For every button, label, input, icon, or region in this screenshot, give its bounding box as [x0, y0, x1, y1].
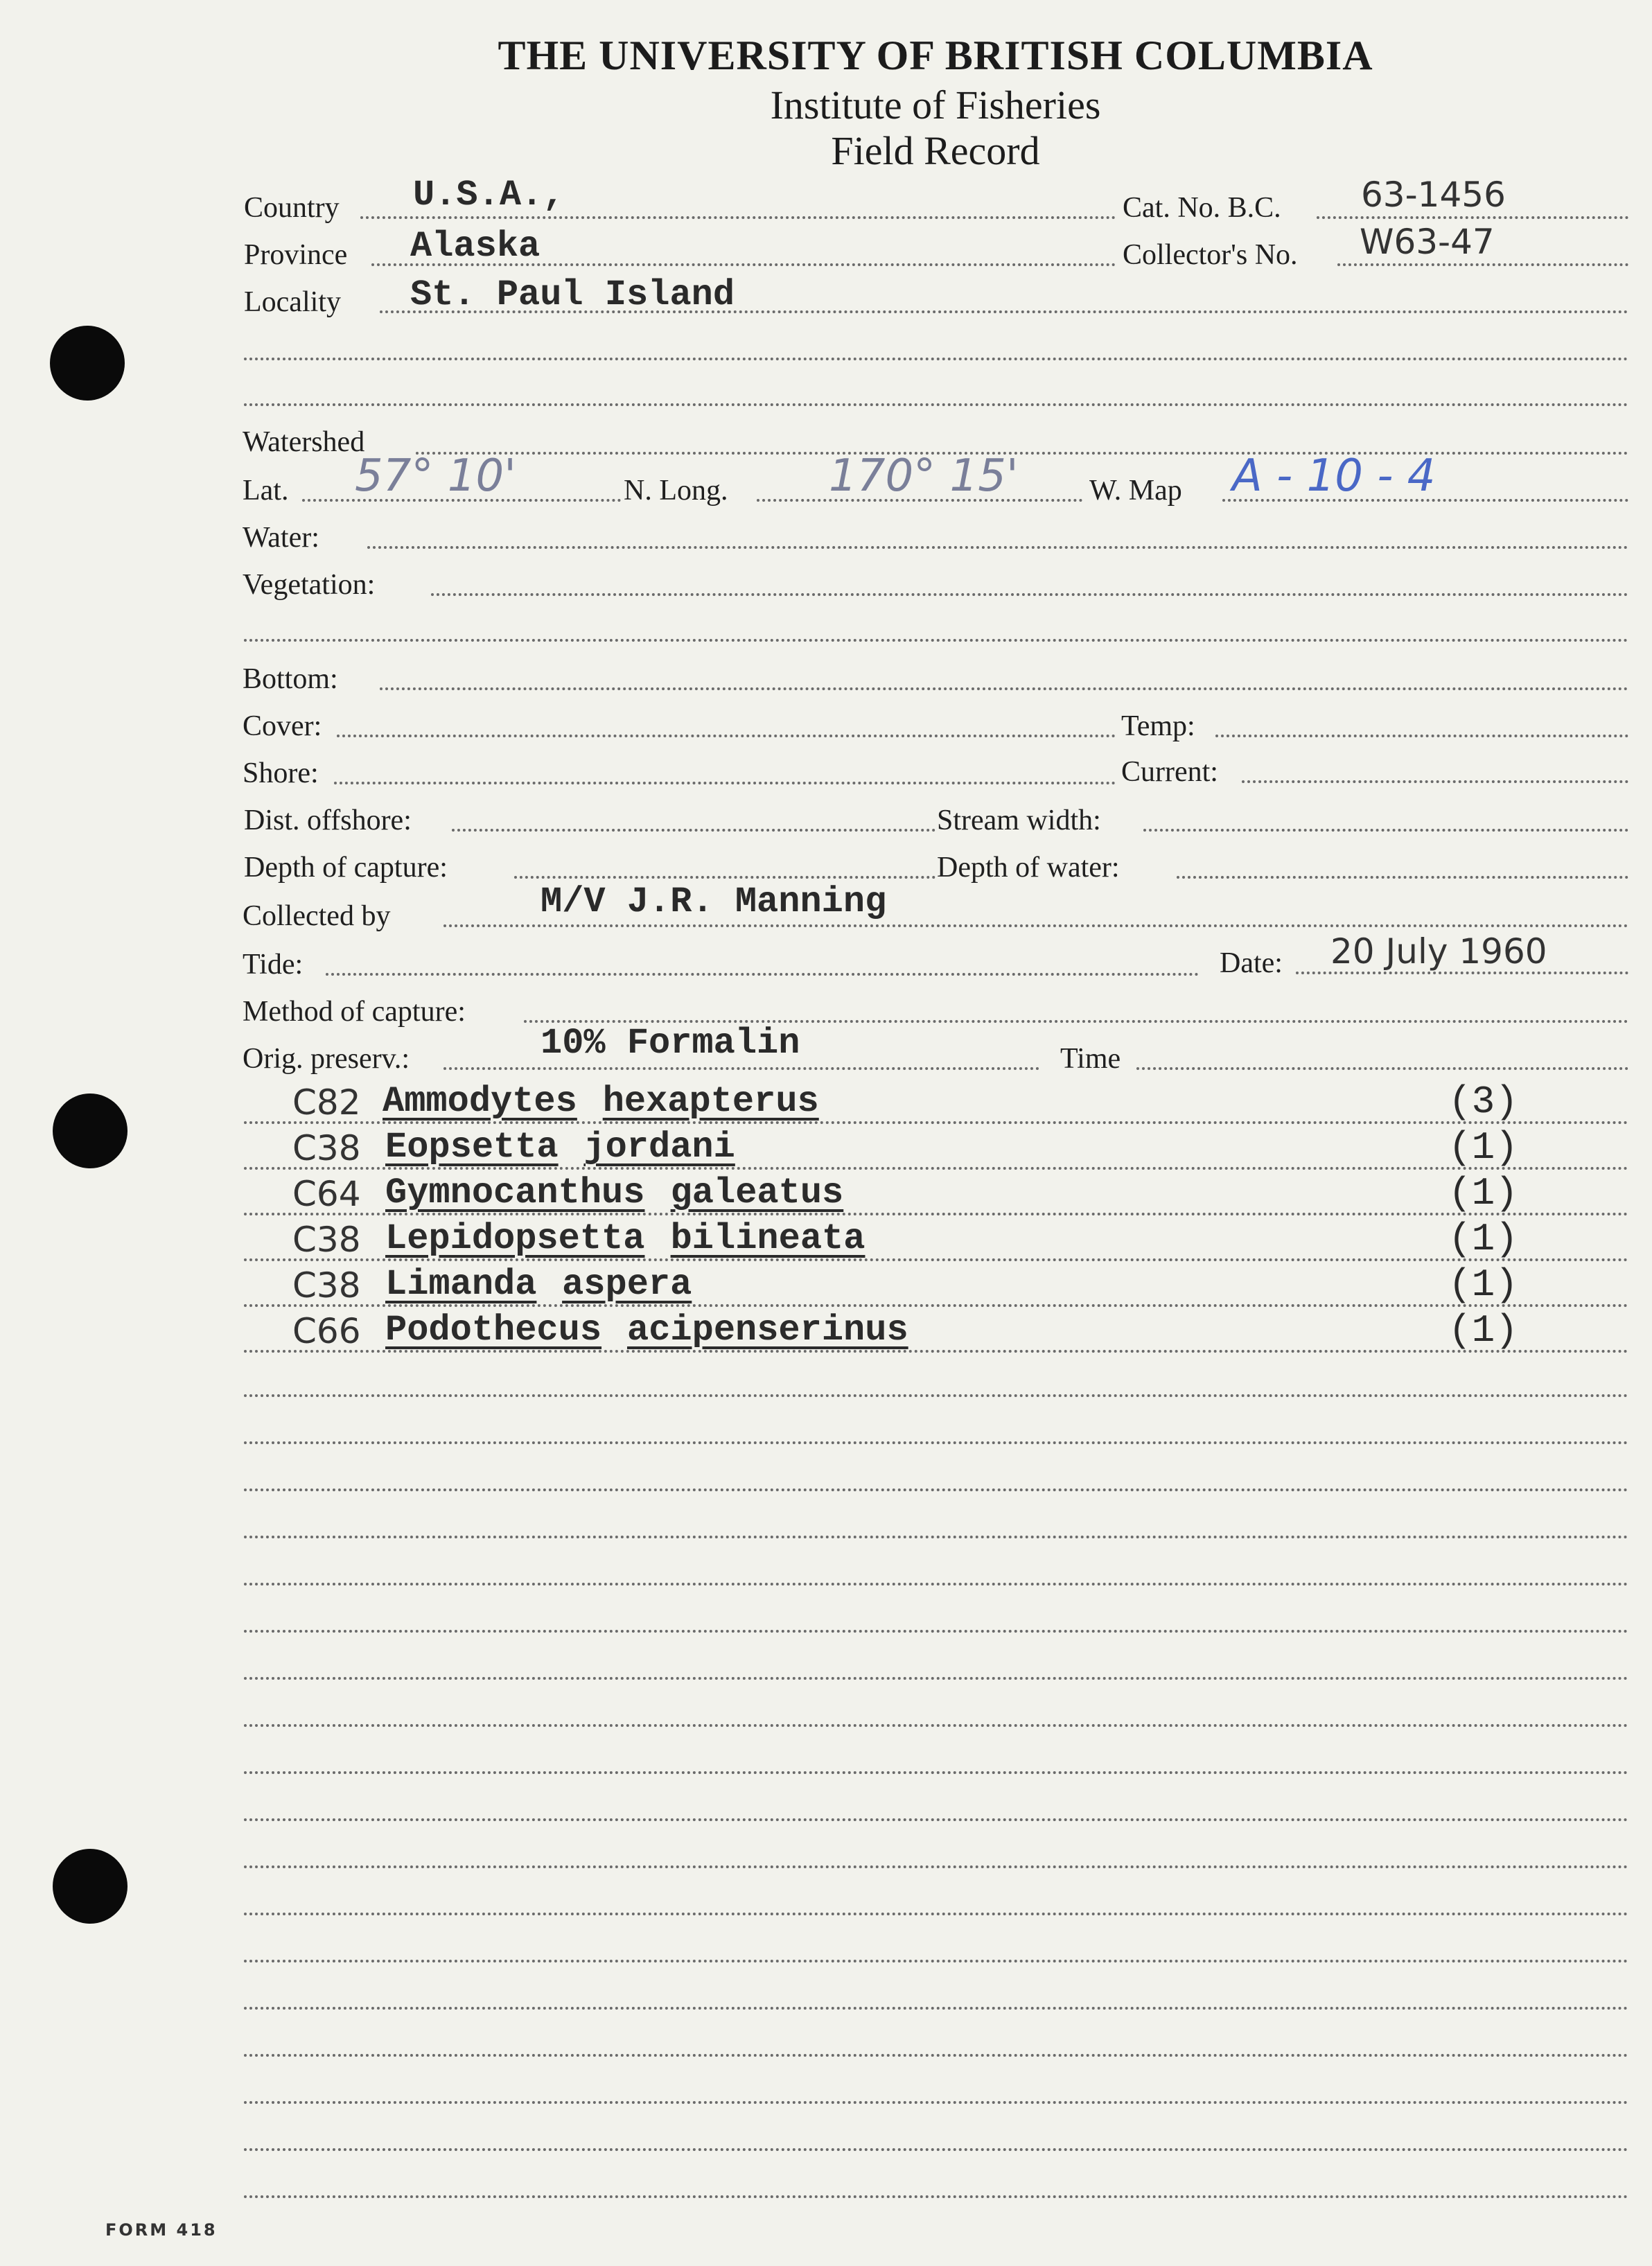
specimen-code: C64 [292, 1174, 361, 1214]
cat-no-value: 63-1456 [1361, 175, 1506, 215]
specimen-count: (3) [1448, 1080, 1518, 1124]
w-map-label: W. Map [1089, 475, 1182, 507]
depth-capture-line [514, 876, 935, 879]
specimen-genus: Ammodytes [383, 1081, 577, 1122]
n-long-label: N. Long. [624, 475, 728, 507]
current-label: Current: [1121, 756, 1218, 788]
ruled-line [244, 1488, 1628, 1491]
date-line [1296, 972, 1628, 974]
form-number: FORM 418 [105, 2220, 218, 2240]
specimen-count: (1) [1448, 1308, 1518, 1353]
time-line [1136, 1067, 1628, 1070]
specimen-species: bilineata [670, 1218, 865, 1259]
collected-by-line [443, 924, 1628, 927]
locality-line-3 [244, 403, 1628, 406]
date-value: 20 July 1960 [1330, 931, 1547, 972]
temp-line [1215, 735, 1628, 737]
orig-preserv-value: 10% Formalin [541, 1023, 800, 1064]
country-value: U.S.A., [413, 175, 565, 216]
binder-hole-bottom [53, 1849, 128, 1924]
binder-hole-middle [53, 1094, 128, 1168]
vegetation-line-2 [244, 639, 1628, 642]
record-title: Field Record [831, 128, 1040, 173]
collectors-no-label: Collector's No. [1123, 239, 1298, 271]
ruled-line [244, 2148, 1628, 2151]
country-line [360, 216, 1116, 219]
bottom-label: Bottom: [243, 663, 338, 695]
ruled-line [244, 2007, 1628, 2010]
stream-width-line [1143, 829, 1628, 832]
ruled-line [244, 1818, 1628, 1821]
date-label: Date: [1220, 947, 1283, 979]
specimen-genus: Podothecus [385, 1310, 602, 1351]
binder-hole-top [50, 326, 125, 401]
method-label: Method of capture: [243, 996, 466, 1028]
ruled-line [244, 1677, 1628, 1680]
collected-by-value: M/V J.R. Manning [541, 881, 887, 922]
ruled-line [244, 1771, 1628, 1774]
bottom-line [380, 687, 1628, 690]
specimen-code: C82 [292, 1082, 361, 1123]
map-value: A - 10 - 4 [1232, 450, 1436, 502]
tide-line [326, 973, 1199, 976]
cover-line [337, 735, 1116, 737]
specimen-species: galeatus [670, 1172, 844, 1213]
specimen-species: hexapterus [602, 1081, 819, 1122]
specimen-count: (1) [1448, 1171, 1518, 1215]
stream-width-label: Stream width: [937, 805, 1101, 836]
ruled-line [244, 1536, 1628, 1538]
university-title: THE UNIVERSITY OF BRITISH COLUMBIA [498, 33, 1373, 78]
specimen-species: aspera [562, 1264, 692, 1305]
specimen-genus: Eopsetta [385, 1127, 559, 1168]
watershed-line [416, 452, 1628, 455]
locality-line-2 [244, 358, 1628, 360]
ruled-line [244, 2054, 1628, 2057]
ruled-line [244, 1441, 1628, 1444]
depth-capture-label: Depth of capture: [244, 852, 448, 884]
specimen-count: (1) [1448, 1263, 1518, 1307]
depth-water-label: Depth of water: [937, 852, 1120, 884]
cat-no-line [1317, 216, 1628, 219]
lat-label: Lat. [243, 475, 289, 507]
ruled-line [244, 1865, 1628, 1868]
ruled-line [244, 1630, 1628, 1633]
institute-title: Institute of Fisheries [770, 82, 1101, 128]
vegetation-label: Vegetation: [243, 569, 376, 601]
specimen-genus: Limanda [385, 1264, 537, 1305]
specimen-species: jordani [583, 1127, 735, 1168]
specimen-count: (1) [1448, 1125, 1518, 1170]
dist-offshore-line [452, 829, 935, 832]
depth-water-line [1177, 876, 1628, 879]
current-line [1242, 780, 1628, 783]
collectors-no-value: W63-47 [1360, 222, 1495, 262]
collected-by-label: Collected by [243, 900, 391, 932]
specimen-code: C38 [292, 1128, 361, 1168]
water-line [367, 546, 1628, 549]
locality-value: St. Paul Island [410, 274, 735, 315]
shore-label: Shore: [243, 757, 319, 789]
ruled-line [244, 1724, 1628, 1727]
cover-label: Cover: [243, 710, 322, 742]
ruled-line [244, 2195, 1628, 2198]
collectors-no-line [1337, 263, 1628, 266]
ruled-line [244, 1583, 1628, 1586]
orig-preserv-label: Orig. preserv.: [243, 1043, 410, 1075]
ruled-line [244, 2101, 1628, 2104]
specimen-code: C66 [292, 1311, 361, 1351]
orig-preserv-line [443, 1067, 1039, 1070]
specimen-genus: Lepidopsetta [385, 1218, 645, 1259]
locality-label: Locality [244, 286, 341, 318]
dist-offshore-label: Dist. offshore: [244, 805, 412, 836]
vegetation-line [431, 593, 1628, 596]
ruled-line [244, 1394, 1628, 1397]
water-label: Water: [243, 522, 319, 554]
province-label: Province [244, 239, 348, 271]
time-label: Time [1060, 1043, 1121, 1075]
cat-no-label: Cat. No. B.C. [1123, 192, 1281, 224]
watershed-label: Watershed [243, 426, 365, 458]
shore-line [334, 782, 1116, 784]
ruled-line [244, 1960, 1628, 1962]
lat-value: 57° 10' [355, 450, 516, 502]
specimen-count: (1) [1448, 1217, 1518, 1261]
ruled-line [244, 1913, 1628, 1915]
long-value: 170° 15' [829, 450, 1019, 502]
specimen-code: C38 [292, 1220, 361, 1260]
specimen-species: acipenserinus [627, 1310, 908, 1351]
tide-label: Tide: [243, 949, 304, 981]
country-label: Country [244, 192, 340, 224]
province-value: Alaska [410, 226, 541, 267]
specimen-code: C38 [292, 1265, 361, 1306]
temp-label: Temp: [1121, 710, 1195, 742]
specimen-genus: Gymnocanthus [385, 1172, 645, 1213]
